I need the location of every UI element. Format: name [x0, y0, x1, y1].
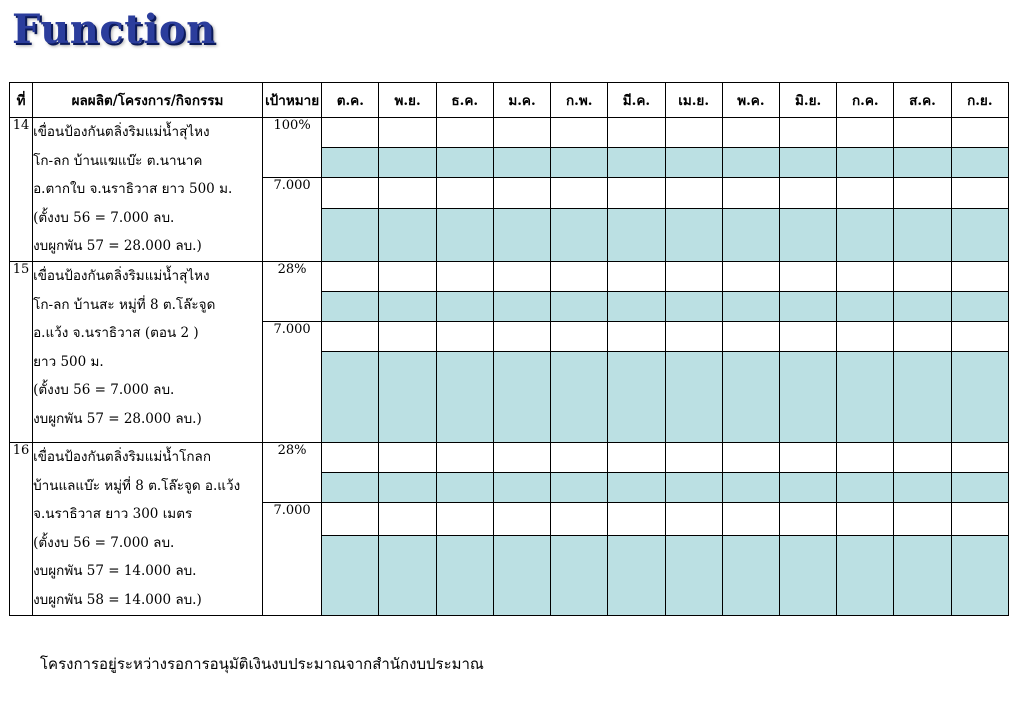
table-row	[10, 118, 1009, 148]
target-percent: 28%	[262, 261, 321, 321]
month-cell	[779, 148, 836, 178]
month-cell	[665, 291, 722, 321]
month-cell	[665, 261, 722, 291]
month-cell	[837, 502, 894, 535]
month-cell	[322, 208, 379, 261]
month-cell	[608, 472, 665, 502]
project-description	[33, 118, 263, 262]
header-month: ส.ค.	[894, 83, 951, 118]
month-cell	[379, 118, 436, 148]
project-number: 16	[10, 442, 33, 615]
month-cell	[379, 291, 436, 321]
month-cell	[322, 442, 379, 472]
month-cell	[493, 208, 550, 261]
target-budget: 7.000	[262, 178, 321, 262]
month-cell	[894, 148, 951, 178]
month-cell	[665, 178, 722, 209]
month-cell	[551, 261, 608, 291]
header-desc: ผลผลิต/โครงการ/กิจกรรม	[33, 83, 263, 118]
project-description	[33, 442, 263, 615]
description-line: งบผูกพัน 57 = 28.000 ลบ.)	[33, 410, 202, 427]
month-cell	[837, 351, 894, 442]
month-cell	[379, 148, 436, 178]
month-cell	[837, 535, 894, 615]
month-cell	[894, 442, 951, 472]
month-cell	[493, 321, 550, 351]
month-cell	[608, 321, 665, 351]
description-line: (ตั้งงบ 56 = 7.000 ลบ.	[33, 382, 175, 399]
month-cell	[493, 535, 550, 615]
month-cell	[551, 118, 608, 148]
month-cell	[837, 118, 894, 148]
month-cell	[665, 118, 722, 148]
month-cell	[722, 261, 779, 291]
month-cell	[436, 291, 493, 321]
month-cell	[837, 321, 894, 351]
header-month: พ.ย.	[379, 83, 436, 118]
month-cell	[837, 208, 894, 261]
month-cell	[951, 261, 1008, 291]
header-month: มิ.ย.	[779, 83, 836, 118]
month-cell	[951, 148, 1008, 178]
month-cell	[665, 502, 722, 535]
month-cell	[894, 261, 951, 291]
description-line: งบผูกพัน 57 = 14.000 ลบ.	[33, 563, 197, 580]
month-cell	[322, 502, 379, 535]
month-cell	[436, 118, 493, 148]
month-cell	[951, 178, 1008, 209]
month-cell	[608, 351, 665, 442]
month-cell	[493, 442, 550, 472]
month-cell	[493, 472, 550, 502]
month-cell	[837, 291, 894, 321]
month-cell	[665, 208, 722, 261]
month-cell	[894, 351, 951, 442]
target-percent: 28%	[262, 442, 321, 502]
month-cell	[551, 442, 608, 472]
month-cell	[779, 261, 836, 291]
month-cell	[722, 535, 779, 615]
month-cell	[779, 442, 836, 472]
month-cell	[779, 118, 836, 148]
month-cell	[551, 148, 608, 178]
month-cell	[894, 291, 951, 321]
month-cell	[951, 118, 1008, 148]
description-line: จ.นราธิวาส ยาว 300 เมตร	[33, 506, 193, 523]
month-cell	[722, 148, 779, 178]
month-cell	[322, 535, 379, 615]
month-cell	[722, 291, 779, 321]
month-cell	[894, 535, 951, 615]
month-cell	[379, 442, 436, 472]
month-cell	[779, 291, 836, 321]
month-cell	[951, 472, 1008, 502]
month-cell	[894, 118, 951, 148]
month-cell	[379, 178, 436, 209]
header-month: ก.ย.	[951, 83, 1008, 118]
month-cell	[551, 472, 608, 502]
month-cell	[951, 208, 1008, 261]
month-cell	[608, 291, 665, 321]
target-budget: 7.000	[262, 321, 321, 442]
month-cell	[493, 118, 550, 148]
header-row	[10, 83, 1009, 118]
month-cell	[722, 502, 779, 535]
month-cell	[608, 148, 665, 178]
month-cell	[379, 502, 436, 535]
month-cell	[779, 535, 836, 615]
header-month: มี.ค.	[608, 83, 665, 118]
month-cell	[608, 208, 665, 261]
month-cell	[951, 321, 1008, 351]
month-cell	[779, 321, 836, 351]
month-cell	[779, 208, 836, 261]
month-cell	[665, 472, 722, 502]
month-cell	[322, 351, 379, 442]
plan-table	[9, 82, 1009, 616]
target-budget: 7.000	[262, 502, 321, 615]
month-cell	[322, 261, 379, 291]
month-cell	[551, 321, 608, 351]
month-cell	[722, 118, 779, 148]
description-line: เขื่อนป้องกันตลิ่งริมแม่น้ำสุไหง	[33, 267, 210, 284]
month-cell	[608, 535, 665, 615]
month-cell	[894, 502, 951, 535]
month-cell	[722, 208, 779, 261]
month-cell	[779, 472, 836, 502]
month-cell	[322, 178, 379, 209]
table-row	[10, 442, 1009, 472]
month-cell	[894, 321, 951, 351]
description-line: เขื่อนป้องกันตลิ่งริมแม่น้ำสุไหง	[33, 124, 210, 140]
header-month: ต.ค.	[322, 83, 379, 118]
month-cell	[551, 535, 608, 615]
page-title: Function	[12, 6, 216, 53]
header-no: ที่	[10, 83, 33, 118]
month-cell	[894, 472, 951, 502]
month-cell	[379, 351, 436, 442]
month-cell	[493, 351, 550, 442]
month-cell	[608, 442, 665, 472]
month-cell	[436, 535, 493, 615]
description-line: งบผูกพัน 58 = 14.000 ลบ.)	[33, 591, 202, 608]
month-cell	[837, 178, 894, 209]
month-cell	[379, 208, 436, 261]
description-line: เขื่อนป้องกันตลิ่งริมแม่น้ำโกลก	[33, 448, 211, 465]
month-cell	[379, 321, 436, 351]
month-cell	[322, 291, 379, 321]
month-cell	[436, 321, 493, 351]
month-cell	[951, 351, 1008, 442]
month-cell	[493, 178, 550, 209]
header-target: เป้าหมาย	[262, 83, 321, 118]
header-month: ธ.ค.	[436, 83, 493, 118]
month-cell	[379, 535, 436, 615]
month-cell	[551, 351, 608, 442]
description-line: โก-ลก บ้านแฆแบ๊ะ ต.นานาค	[33, 152, 203, 169]
month-cell	[493, 261, 550, 291]
header-month: ก.พ.	[551, 83, 608, 118]
month-cell	[665, 148, 722, 178]
month-cell	[322, 472, 379, 502]
month-cell	[837, 261, 894, 291]
description-line: (ตั้งงบ 56 = 7.000 ลบ.	[33, 209, 175, 226]
month-cell	[722, 472, 779, 502]
month-cell	[436, 472, 493, 502]
month-cell	[551, 208, 608, 261]
header-month: ก.ค.	[837, 83, 894, 118]
month-cell	[894, 208, 951, 261]
month-cell	[665, 351, 722, 442]
month-cell	[722, 321, 779, 351]
description-line: ยาว 500 ม.	[33, 353, 104, 370]
month-cell	[436, 178, 493, 209]
month-cell	[436, 148, 493, 178]
description-line: โก-ลก บ้านสะ หมู่ที่ 8 ต.โล๊ะจูด	[33, 296, 216, 313]
header-month: พ.ค.	[722, 83, 779, 118]
month-cell	[322, 321, 379, 351]
month-cell	[322, 148, 379, 178]
month-cell	[551, 291, 608, 321]
month-cell	[608, 178, 665, 209]
description-line: งบผูกพัน 57 = 28.000 ลบ.)	[33, 238, 202, 255]
month-cell	[436, 351, 493, 442]
month-cell	[779, 351, 836, 442]
month-cell	[837, 472, 894, 502]
month-cell	[722, 178, 779, 209]
description-line: บ้านแลแบ๊ะ หมู่ที่ 8 ต.โล๊ะจูด อ.แว้ง	[33, 477, 241, 494]
month-cell	[379, 261, 436, 291]
month-cell	[608, 261, 665, 291]
month-cell	[436, 261, 493, 291]
month-cell	[779, 178, 836, 209]
header-month: เม.ย.	[665, 83, 722, 118]
month-cell	[608, 118, 665, 148]
month-cell	[379, 472, 436, 502]
description-line: อ.ตากใบ จ.นราธิวาส ยาว 500 ม.	[33, 181, 233, 198]
header-month: ม.ค.	[493, 83, 550, 118]
month-cell	[493, 148, 550, 178]
month-cell	[779, 502, 836, 535]
month-cell	[436, 442, 493, 472]
month-cell	[722, 442, 779, 472]
project-number: 15	[10, 261, 33, 442]
month-cell	[951, 535, 1008, 615]
month-cell	[722, 351, 779, 442]
month-cell	[436, 208, 493, 261]
target-percent: 100%	[262, 118, 321, 178]
month-cell	[493, 291, 550, 321]
month-cell	[837, 442, 894, 472]
month-cell	[322, 118, 379, 148]
month-cell	[951, 291, 1008, 321]
month-cell	[951, 442, 1008, 472]
month-cell	[608, 502, 665, 535]
month-cell	[665, 442, 722, 472]
month-cell	[436, 502, 493, 535]
table-row	[10, 261, 1009, 291]
project-number: 14	[10, 118, 33, 262]
month-cell	[551, 502, 608, 535]
description-line: (ตั้งงบ 56 = 7.000 ลบ.	[33, 534, 175, 551]
month-cell	[837, 148, 894, 178]
month-cell	[894, 178, 951, 209]
month-cell	[665, 321, 722, 351]
month-cell	[493, 502, 550, 535]
month-cell	[551, 178, 608, 209]
month-cell	[951, 502, 1008, 535]
project-description	[33, 261, 263, 442]
footnote: โครงการอยู่ระหว่างรอการอนุมัติเงินงบประมาณจากสำนักงบประมาณ	[40, 655, 484, 673]
description-line: อ.แว้ง จ.นราธิวาส (ตอน 2 )	[33, 325, 199, 342]
month-cell	[665, 535, 722, 615]
